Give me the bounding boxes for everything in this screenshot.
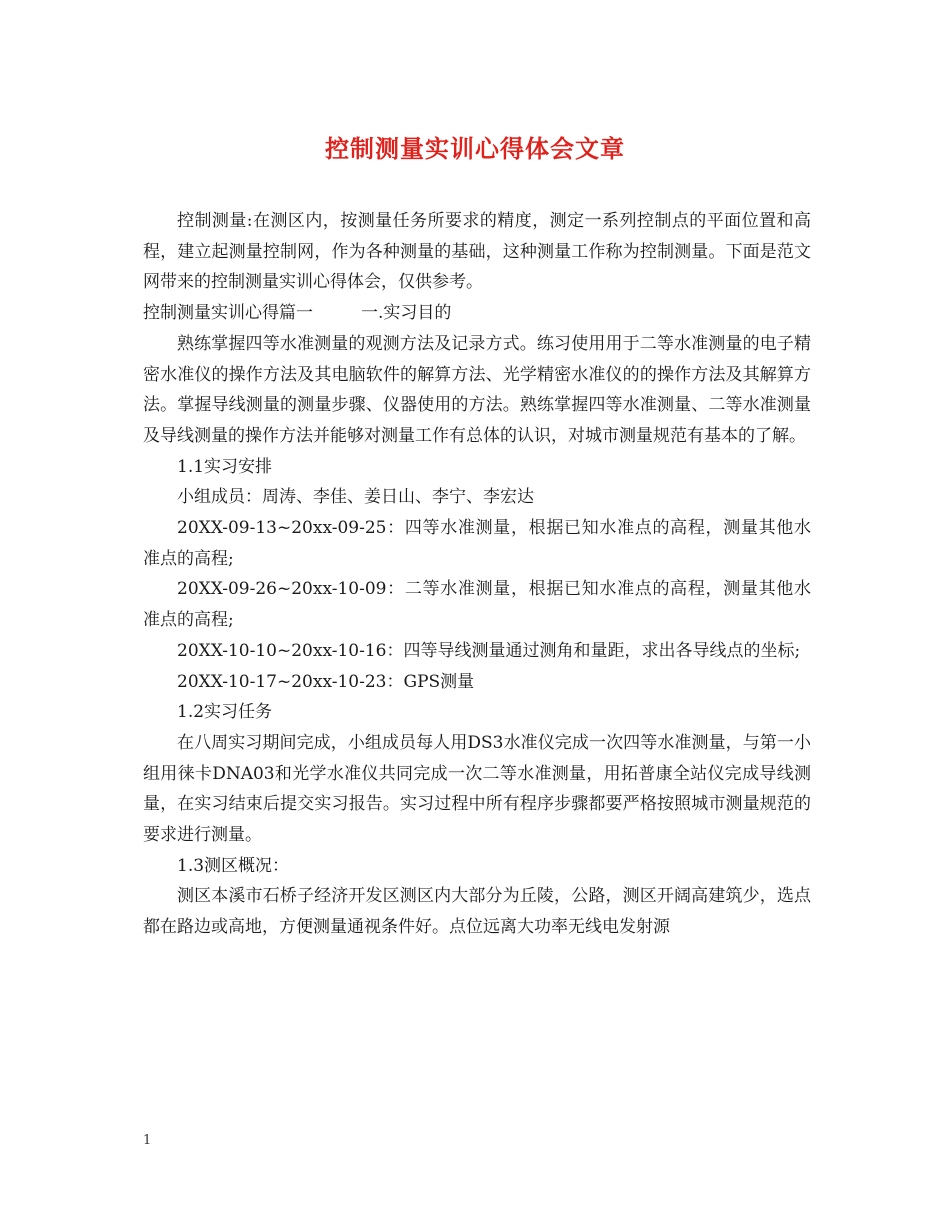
task-heading: 1.2实习任务 <box>177 702 273 723</box>
arrangement-heading: 1.1实习安排 <box>177 456 273 477</box>
section-heading <box>143 298 811 329</box>
schedule-item: 20XX-10-17~20xx-10-23：GPS测量 <box>177 671 475 692</box>
document-body <box>143 206 811 943</box>
document-title: 控制测量实训心得体会文章 <box>325 134 625 163</box>
schedule-item: 20XX-09-26~20xx-10-09：二等水准测量，根据已知水准点的高程，测量其他水准点的高程; <box>143 579 811 631</box>
schedule-item: 20XX-09-13~20xx-09-25：四等水准测量，根据已知水准点的高程，测量其他水准点的高程; <box>143 518 811 569</box>
page-number: 1 <box>143 1133 152 1148</box>
area-heading: 1.3测区概况： <box>177 855 290 876</box>
section-heading-subtitle: 一.实习目的 <box>361 303 452 324</box>
schedule-item: 20XX-10-10~20xx-10-16：四等导线测量通过测角和量距，求出各导线点的坐标; <box>177 640 801 661</box>
members-paragraph: 小组成员：周涛、李佳、姜日山、李宁、李宏达 <box>177 487 534 508</box>
intro-paragraph: 控制测量:在测区内，按测量任务所要求的精度，测定一系列控制点的平面位置和高程，建立起测量控制网，作为各种测量的基础，这种测量工作称为控制测量。下面是范文网带来的控制测量实训心得体会，仅供参考。 <box>143 211 811 293</box>
section-heading-title: 控制测量实训心得篇一 <box>143 303 313 324</box>
purpose-paragraph: 熟练掌握四等水准测量的观测方法及记录方式。练习使用用于二等水准测量的电子精密水准仪的操作方法及其电脑软件的解算方法、光学精密水准仪的的操作方法及其解算方法。掌握导线测量的测量步骤、仪器使用的方法。熟练掌握四等水准测量、二等水准测量及导线测量的操作方法并能够对测量工作有总体的认识，对城市测量规范有基本的了解。 <box>143 333 811 446</box>
area-paragraph: 测区本溪市石桥子经济开发区测区内大部分为丘陵，公路，测区开阔高建筑少，选点都在路边或高地，方便测量通视条件好。点位远离大功率无线电发射源 <box>143 886 811 938</box>
task-paragraph: 在八周实习期间完成，小组成员每人用DS3水准仪完成一次四等水准测量，与第一小组用徕卡DNA03和光学水准仪共同完成一次二等水准测量，用拓普康全站仪完成导线测量，在实习结束后提交实习报告。实习过程中所有程序步骤都要严格按照城市测量规范的要求进行测量。 <box>143 732 811 846</box>
